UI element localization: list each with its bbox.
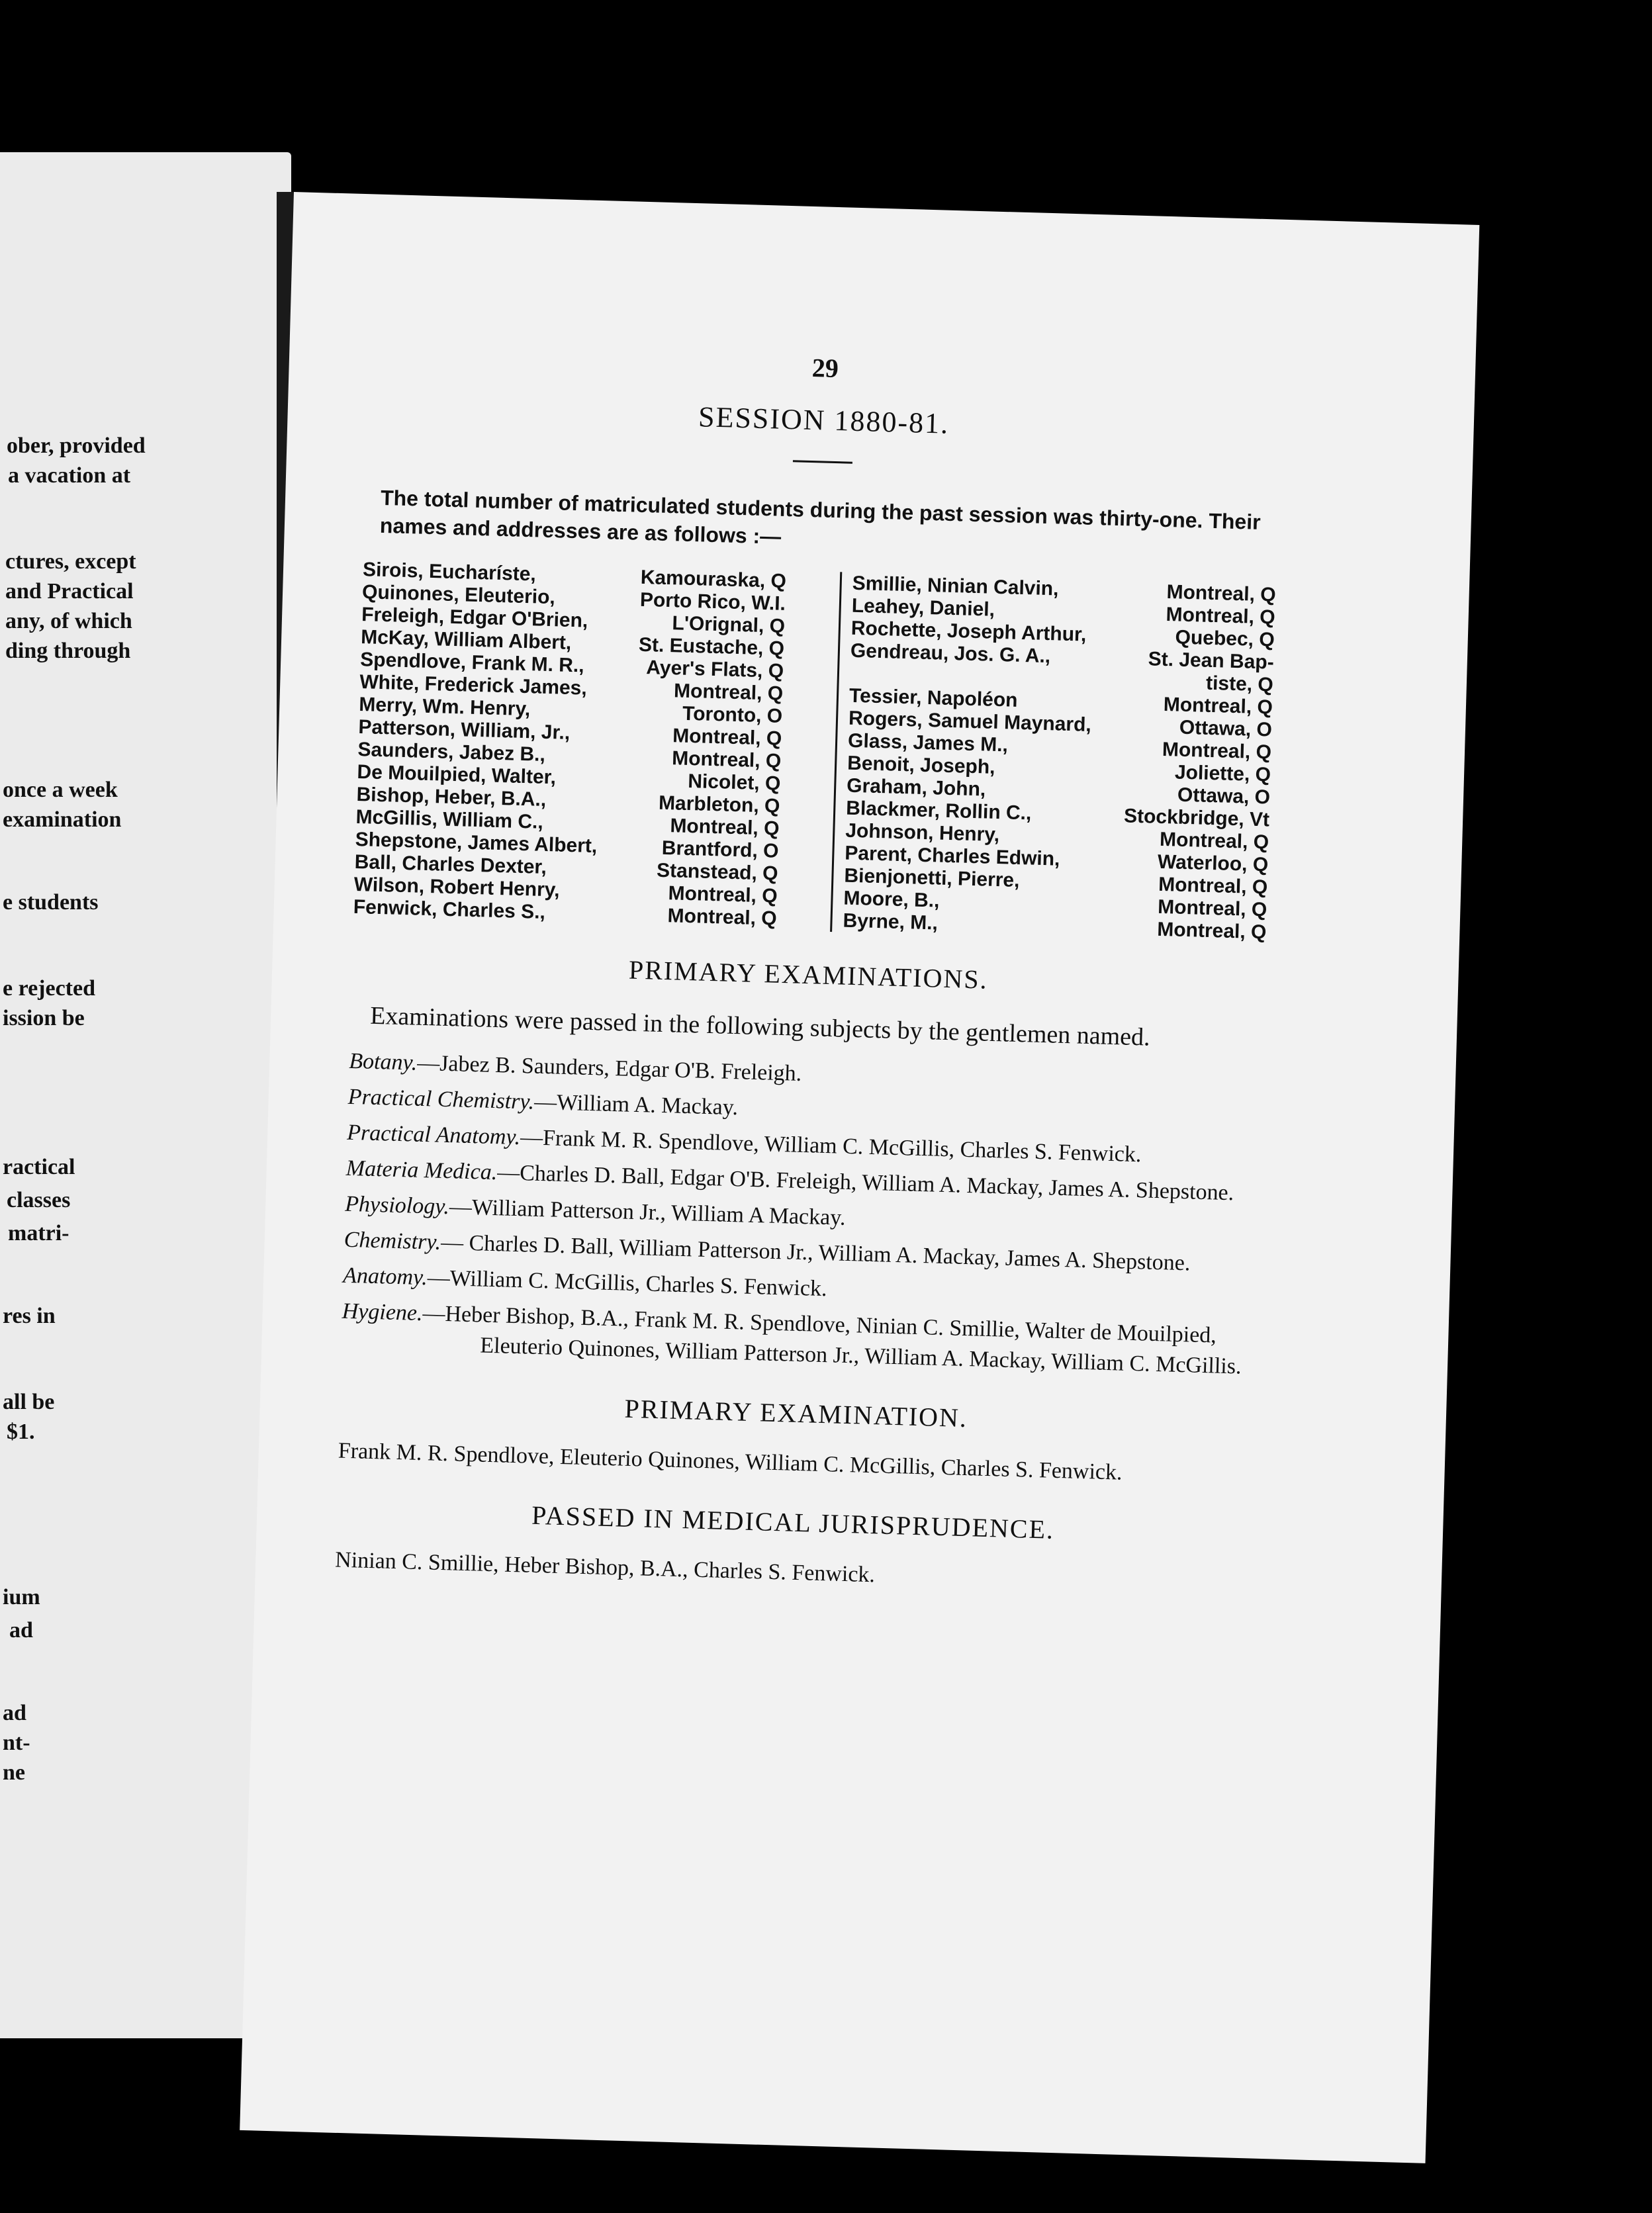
- student-name: Blackmer, Rollin C.,: [845, 797, 1032, 825]
- student-name: Patterson, William, Jr.,: [358, 716, 571, 744]
- student-location: L'Orignal, Q: [672, 612, 786, 637]
- primary-examination-heading: PRIMARY EXAMINATION.: [623, 1393, 968, 1433]
- left-page-line: ober, provided: [7, 433, 146, 458]
- page-number: 29: [811, 352, 839, 384]
- student-name: Merry, Wm. Henry,: [358, 694, 531, 721]
- student-name: Fenwick, Charles S.,: [353, 895, 546, 924]
- student-name: Shepstone, James Albert,: [355, 828, 598, 858]
- student-location: Kamouraska, Q: [640, 566, 787, 592]
- exam-entries: [341, 1046, 1263, 1382]
- left-page-line: e students: [3, 890, 99, 915]
- student-name: Gendreau, Jos. G. A.,: [850, 639, 1051, 668]
- primary-examination-text: Frank M. R. Spendlove, Eleuterio Quinones, William C. McGillis, Charles S. Fenwick.: [338, 1438, 1123, 1485]
- student-location: Toronto, O: [682, 702, 783, 727]
- student-location: Montreal, Q: [1159, 828, 1269, 854]
- exam-names: —Jabez B. Saunders, Edgar O'B. Freleigh.: [416, 1050, 802, 1086]
- student-location: Montreal, Q: [671, 747, 782, 772]
- exam-names: — Charles D. Ball, William Patterson Jr., William A. Mackay, James A. Shepstone.: [440, 1230, 1191, 1276]
- student-location: Waterloo, Q: [1157, 850, 1269, 876]
- student-location: Brantford, O: [661, 836, 779, 862]
- exam-subject: Chemistry.: [344, 1227, 441, 1255]
- student-name: Johnson, Henry,: [845, 819, 1000, 846]
- left-page-line: $1.: [7, 1420, 35, 1444]
- student-name: Rogers, Samuel Maynard,: [848, 707, 1092, 736]
- student-name: Smillie, Ninian Calvin,: [852, 572, 1059, 600]
- student-name: White, Frederick James,: [359, 671, 588, 700]
- exam-names: —Charles D. Ball, Edgar O'B. Freleigh, William A. Mackay, James A. Shepstone.: [496, 1160, 1234, 1206]
- student-name: Benoit, Joseph,: [847, 752, 995, 778]
- exam-names: —Frank M. R. Spendlove, William C. McGillis, Charles S. Fenwick.: [520, 1125, 1142, 1167]
- session-title: SESSION 1880-81.: [698, 400, 950, 440]
- student-location: Montreal, Q: [1158, 873, 1268, 899]
- left-page-line: any, of which: [5, 609, 132, 633]
- student-location: St. Jean Bap-: [1148, 648, 1275, 674]
- student-list-right-column: [830, 572, 1276, 944]
- student-name: De Mouilpied, Walter,: [357, 761, 557, 789]
- left-page-line: ium: [3, 1585, 40, 1609]
- student-name: Leahey, Daniel,: [851, 594, 995, 621]
- left-page-line: ractical: [3, 1155, 75, 1179]
- student-name: Moore, B.,: [843, 887, 940, 912]
- student-name: Parent, Charles Edwin,: [844, 842, 1060, 870]
- exam-subject: Hygiene.: [342, 1298, 424, 1326]
- student-location: Ottawa, O: [1179, 716, 1273, 741]
- student-name: Sirois, Eucharíste,: [362, 559, 537, 586]
- left-page-line: ding through: [5, 639, 131, 663]
- primary-examinations-intro: Examinations were passed in the following subjects by the gentlemen named.: [369, 1001, 1151, 1052]
- student-location: Montreal, Q: [1162, 738, 1272, 764]
- exam-names: —Heber Bishop, B.A., Frank M. R. Spendlove, Ninian C. Smillie, Walter de Mouilpied, Eleuterio Quinones, William Patterson Jr., William A. Mackay, William C. McGillis.: [422, 1301, 1242, 1379]
- left-page-line: once a week: [3, 778, 118, 802]
- matriculation-intro: The total number of matriculated students during the past session was thirty-one. Their names and addresses are as follows :—: [379, 485, 1262, 549]
- student-location: Marbleton, Q: [658, 791, 780, 817]
- left-page-line: classes: [7, 1188, 71, 1212]
- page-content: [335, 339, 1283, 1601]
- student-location: Montreal, Q: [670, 815, 780, 840]
- right-page: [240, 192, 1479, 2163]
- student-name: Bishop, Heber, B.A.,: [356, 784, 547, 811]
- student-location: Montreal, Q: [1157, 895, 1267, 921]
- student-name: Glass, James M.,: [847, 729, 1009, 756]
- student-location: Montreal, Q: [1163, 693, 1273, 719]
- left-page-line: all be: [3, 1390, 55, 1414]
- student-location: St. Eustache, Q: [638, 633, 785, 660]
- student-name: Bienjonetti, Pierre,: [844, 864, 1020, 892]
- title-rule: [793, 460, 852, 464]
- student-location: Joliette, Q: [1174, 761, 1271, 786]
- exam-names: —William A. Mackay.: [533, 1089, 739, 1120]
- student-name: Byrne, M.,: [843, 909, 939, 934]
- left-page-line: res in: [3, 1304, 56, 1328]
- primary-examinations-heading: PRIMARY EXAMINATIONS.: [628, 954, 989, 995]
- exam-subject: Materia Medica.: [345, 1155, 498, 1185]
- student-location: Stanstead, Q: [656, 859, 778, 885]
- student-name: Freleigh, Edgar O'Brien,: [361, 604, 588, 632]
- medical-jurisprudence-heading: PASSED IN MEDICAL JURISPRUDENCE.: [531, 1500, 1055, 1545]
- student-list: [353, 559, 1276, 944]
- student-list-left-column: [353, 559, 786, 930]
- student-name: Saunders, Jabez B.,: [357, 739, 546, 766]
- student-location: tiste, Q: [1205, 672, 1274, 696]
- exam-subject: Anatomy.: [342, 1263, 428, 1290]
- student-location: Montreal, Q: [1156, 918, 1267, 944]
- student-location: Montreal, Q: [667, 905, 778, 930]
- student-name: Rochette, Joseph Arthur,: [850, 617, 1087, 646]
- exam-subject: Botany.: [348, 1048, 418, 1075]
- student-location: Stockbridge, Vt: [1123, 805, 1270, 831]
- student-location: Montreal, Q: [668, 882, 778, 907]
- student-location: Quebec, Q: [1175, 626, 1275, 651]
- exam-names: —William Patterson Jr., William A Mackay.: [449, 1195, 847, 1230]
- student-name: Spendlove, Frank M. R.,: [359, 649, 585, 677]
- student-name: Wilson, Robert Henry,: [353, 873, 561, 901]
- left-page: [0, 152, 291, 2038]
- student-location: Montreal, Q: [1166, 604, 1276, 629]
- student-location: Montreal, Q: [1166, 581, 1277, 606]
- student-location: Nicolet, Q: [687, 770, 781, 795]
- exam-names: —William C. McGillis, Charles S. Fenwick.: [427, 1265, 828, 1302]
- student-name: Graham, John,: [846, 774, 986, 801]
- left-page-line: ne: [3, 1760, 25, 1785]
- student-location: Ottawa, O: [1177, 784, 1271, 809]
- left-page-line: ad: [3, 1701, 26, 1725]
- student-location: Porto Rico, W.I.: [639, 588, 786, 615]
- student-location: Montreal, Q: [672, 725, 782, 750]
- left-page-line: a vacation at: [8, 463, 131, 488]
- medical-jurisprudence-text: Ninian C. Smillie, Heber Bishop, B.A., Charles S. Fenwick.: [334, 1547, 876, 1588]
- student-location: Montreal, Q: [673, 680, 784, 705]
- left-page-line: matri-: [8, 1221, 69, 1245]
- student-name: McKay, William Albert,: [360, 626, 572, 654]
- student-name: Tessier, Napoléon: [849, 684, 1018, 711]
- left-page-line: e rejected: [3, 976, 95, 1001]
- left-page-line: nt-: [3, 1731, 30, 1755]
- left-page-line: examination: [3, 807, 122, 832]
- left-page-line: ad: [9, 1618, 33, 1643]
- exam-subject: Physiology.: [344, 1191, 450, 1220]
- left-page-line: ctures, except: [5, 549, 136, 574]
- left-page-line: and Practical: [5, 579, 134, 604]
- student-name: McGillis, William C.,: [355, 805, 544, 833]
- student-name: Ball, Charles Dexter,: [354, 850, 547, 879]
- exam-subject: Practical Chemistry.: [347, 1084, 535, 1114]
- student-location: Ayer's Flats, Q: [645, 656, 784, 682]
- left-page-line: ission be: [3, 1006, 85, 1030]
- student-name: Quinones, Eleuterio,: [361, 581, 556, 609]
- exam-subject: Practical Anatomy.: [346, 1120, 521, 1150]
